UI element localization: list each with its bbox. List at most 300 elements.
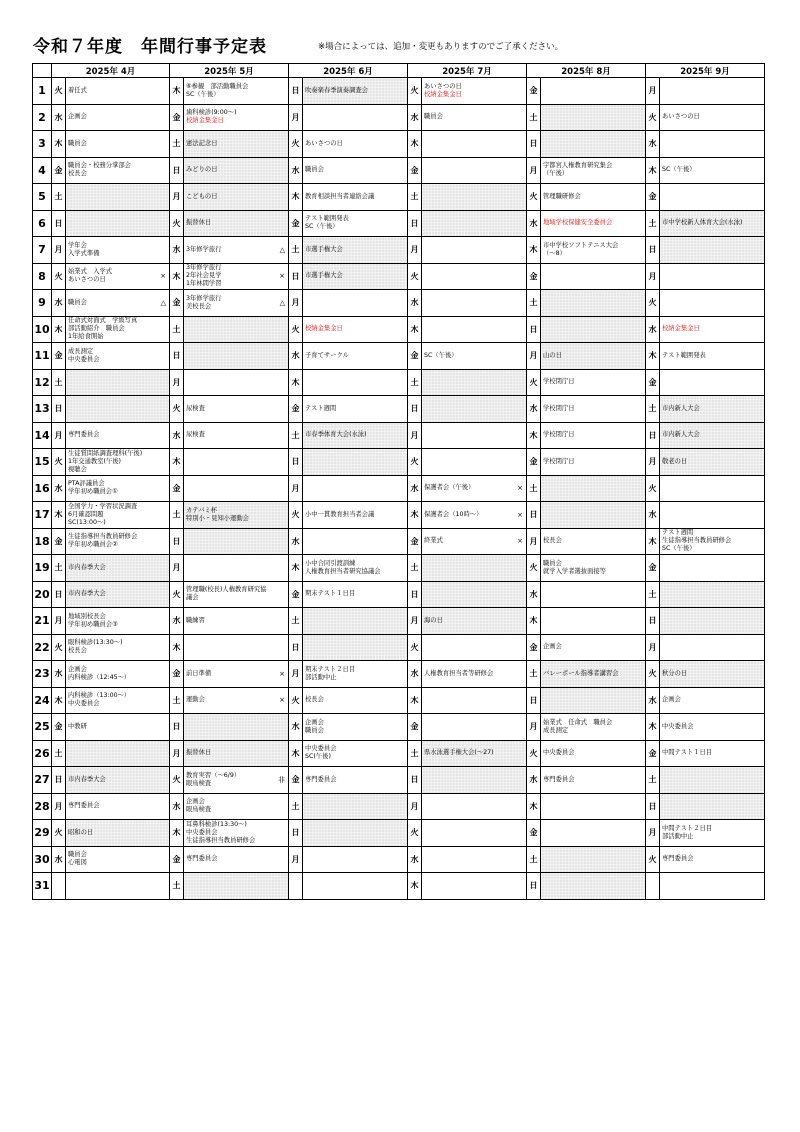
event-cell <box>422 661 527 688</box>
event-text: 学校閉庁日 <box>543 404 575 412</box>
day-number: 2 <box>33 104 52 131</box>
event-cell <box>660 502 765 529</box>
event-text: 人権教育担当者等研修会 <box>424 669 494 677</box>
lunch-mark: × <box>517 484 523 493</box>
event-text: 中央委員会 <box>543 749 575 757</box>
event-cell <box>66 449 170 476</box>
event-cell <box>184 104 289 131</box>
weekday-cell: 金 <box>170 661 184 688</box>
event-cell <box>303 528 408 555</box>
event-text: 前日準備 <box>186 669 212 677</box>
event-cell <box>422 608 527 635</box>
event-cell <box>303 210 408 237</box>
event-cell <box>184 740 289 767</box>
event-cell <box>66 502 170 529</box>
event-cell <box>184 263 289 290</box>
weekday-cell: 火 <box>646 846 660 873</box>
event-cell <box>541 290 646 317</box>
weekday-cell: 金 <box>170 290 184 317</box>
event-cell <box>184 184 289 211</box>
event-cell <box>66 343 170 370</box>
event-text: あいさつの日 <box>424 82 462 90</box>
weekday-cell: 月 <box>408 237 422 264</box>
day-number: 24 <box>33 687 52 714</box>
event-cell <box>303 131 408 158</box>
day-row <box>33 343 765 370</box>
event-cell <box>541 634 646 661</box>
event-cell <box>541 396 646 423</box>
event-cell <box>303 687 408 714</box>
weekday-cell: 木 <box>52 687 66 714</box>
event-cell <box>184 767 289 794</box>
event-text: 生徒質問紙調査理科(午後) <box>68 449 143 457</box>
event-cell <box>541 555 646 582</box>
annual-schedule-table <box>32 63 765 900</box>
event-cell <box>303 422 408 449</box>
event-text: 3年修学旅行 <box>186 294 222 302</box>
event-text: 中央委員会 <box>662 722 694 730</box>
lunch-mark: × <box>517 510 523 519</box>
day-row <box>33 581 765 608</box>
weekday-cell: 金 <box>170 846 184 873</box>
month-header: 2025年 5月 <box>170 64 289 78</box>
lunch-mark: × <box>279 669 285 678</box>
weekday-cell: 月 <box>646 820 660 847</box>
weekday-cell: 月 <box>527 343 541 370</box>
event-cell <box>422 687 527 714</box>
weekday-cell: 火 <box>408 78 422 105</box>
event-cell <box>660 873 765 900</box>
event-cell <box>660 793 765 820</box>
event-text: （～8） <box>543 249 566 257</box>
event-cell <box>422 846 527 873</box>
event-text: 美校長会 <box>186 302 212 310</box>
weekday-cell: 土 <box>289 608 303 635</box>
weekday-cell: 月 <box>289 475 303 502</box>
event-text: 企画会 <box>662 696 681 704</box>
event-text: 成長測定 <box>68 347 94 355</box>
weekday-cell: 日 <box>170 157 184 184</box>
event-cell <box>541 740 646 767</box>
event-text: 学年初め職員会① <box>68 488 118 496</box>
weekday-cell: 木 <box>646 528 660 555</box>
event-cell <box>422 793 527 820</box>
weekday-cell: 火 <box>527 555 541 582</box>
event-cell <box>303 608 408 635</box>
weekday-cell: 日 <box>289 449 303 476</box>
weekday-cell: 水 <box>289 343 303 370</box>
event-text: 中間テスト１日目 <box>662 749 713 757</box>
weekday-cell: 月 <box>646 449 660 476</box>
event-text: 子育てサークル <box>305 351 349 359</box>
event-text: 運動会 <box>186 696 205 704</box>
weekday-cell: 日 <box>408 767 422 794</box>
weekday-cell: 土 <box>408 740 422 767</box>
weekday-cell: 水 <box>170 793 184 820</box>
event-cell <box>422 714 527 741</box>
event-cell <box>422 528 527 555</box>
event-text: 校長会 <box>543 537 562 545</box>
weekday-cell: 火 <box>289 131 303 158</box>
weekday-cell: 火 <box>408 263 422 290</box>
event-cell <box>66 475 170 502</box>
event-cell <box>422 475 527 502</box>
event-cell <box>660 210 765 237</box>
event-cell <box>541 157 646 184</box>
event-cell <box>303 290 408 317</box>
event-text: 中央委員会 <box>68 355 100 363</box>
event-text: 特別小・見知小運動会 <box>186 514 249 522</box>
event-cell <box>541 687 646 714</box>
weekday-cell: 木 <box>170 78 184 105</box>
event-text: みどりの日 <box>186 166 218 174</box>
event-cell <box>184 316 289 343</box>
event-cell <box>303 316 408 343</box>
weekday-cell: 水 <box>52 661 66 688</box>
event-cell <box>303 157 408 184</box>
event-text: 市内新人大会 <box>662 431 700 439</box>
event-text: 学校閉庁日 <box>543 457 575 465</box>
event-cell <box>184 369 289 396</box>
event-text: 3年修学旅行 <box>186 245 222 253</box>
weekday-cell: 木 <box>52 502 66 529</box>
event-text: 1年林間学習 <box>186 280 222 288</box>
event-cell <box>184 687 289 714</box>
day-row <box>33 316 765 343</box>
weekday-cell: 日 <box>527 131 541 158</box>
event-cell <box>660 528 765 555</box>
weekday-cell: 金 <box>289 396 303 423</box>
event-text: 職員会 <box>543 559 562 567</box>
event-cell <box>422 555 527 582</box>
day-row <box>33 767 765 794</box>
weekday-cell: 火 <box>527 369 541 396</box>
weekday-cell: 土 <box>408 369 422 396</box>
event-cell <box>660 475 765 502</box>
event-cell <box>422 290 527 317</box>
event-cell <box>541 873 646 900</box>
weekday-cell: 木 <box>170 820 184 847</box>
weekday-cell: 土 <box>170 687 184 714</box>
event-text: 議会 <box>186 594 199 602</box>
day-number: 31 <box>33 873 52 900</box>
day-row <box>33 793 765 820</box>
lunch-mark: × <box>517 537 523 546</box>
event-cell <box>184 157 289 184</box>
event-text: 秋分の日 <box>662 669 688 677</box>
weekday-cell: 日 <box>646 422 660 449</box>
event-text: 入学式準備 <box>68 249 100 257</box>
event-cell <box>660 449 765 476</box>
weekday-cell: 火 <box>408 449 422 476</box>
event-text: 学校閉庁日 <box>543 378 575 386</box>
weekday-cell: 土 <box>52 740 66 767</box>
weekday-cell: 月 <box>408 793 422 820</box>
day-number: 26 <box>33 740 52 767</box>
event-cell <box>541 184 646 211</box>
weekday-cell: 木 <box>646 343 660 370</box>
event-cell <box>422 581 527 608</box>
weekday-cell: 火 <box>289 316 303 343</box>
day-row <box>33 846 765 873</box>
weekday-cell: 木 <box>170 449 184 476</box>
weekday-cell: 月 <box>52 422 66 449</box>
event-cell <box>66 396 170 423</box>
event-cell <box>541 793 646 820</box>
event-cell <box>422 210 527 237</box>
weekday-cell: 土 <box>527 475 541 502</box>
weekday-cell: 木 <box>289 369 303 396</box>
month-header: 2025年 4月 <box>52 64 170 78</box>
weekday-cell: 日 <box>527 687 541 714</box>
event-text: 尿検査 <box>186 431 205 439</box>
event-cell <box>660 846 765 873</box>
event-cell <box>660 581 765 608</box>
event-text: 保護者会（10時～） <box>424 510 483 518</box>
weekday-cell: 土 <box>527 846 541 873</box>
day-row <box>33 528 765 555</box>
weekday-cell: 土 <box>646 210 660 237</box>
day-number: 7 <box>33 237 52 264</box>
day-number-header <box>33 64 52 78</box>
month-header: 2025年 6月 <box>289 64 408 78</box>
event-text: 中央委員会 <box>186 828 218 836</box>
weekday-cell: 月 <box>527 714 541 741</box>
event-cell <box>541 502 646 529</box>
weekday-cell: 土 <box>289 793 303 820</box>
event-cell <box>422 78 527 105</box>
event-cell <box>303 237 408 264</box>
month-header: 2025年 9月 <box>646 64 765 78</box>
event-text: 着任式 <box>68 86 87 94</box>
event-text: 市中学校ソフトテニス大会 <box>543 241 619 249</box>
weekday-cell: 月 <box>289 290 303 317</box>
weekday-cell: 水 <box>527 210 541 237</box>
event-cell <box>660 290 765 317</box>
weekday-cell: 日 <box>408 581 422 608</box>
day-row <box>33 634 765 661</box>
event-text: 6月確認問題 <box>68 510 104 518</box>
day-number: 9 <box>33 290 52 317</box>
event-text: 学年初め職員会③ <box>68 620 118 628</box>
event-cell <box>303 740 408 767</box>
event-cell <box>184 422 289 449</box>
event-text: 職員会 <box>68 851 87 859</box>
weekday-cell: 金 <box>527 78 541 105</box>
event-cell <box>422 767 527 794</box>
weekday-cell: 土 <box>170 131 184 158</box>
event-text: 振替休日 <box>186 219 212 227</box>
weekday-cell: 日 <box>52 210 66 237</box>
weekday-cell: 火 <box>527 184 541 211</box>
weekday-cell: 火 <box>289 687 303 714</box>
day-number: 4 <box>33 157 52 184</box>
weekday-cell: 木 <box>289 740 303 767</box>
event-text: テスト範囲発表 <box>662 351 706 359</box>
weekday-cell: 月 <box>527 157 541 184</box>
weekday-cell: 水 <box>289 528 303 555</box>
event-text: 生徒指導担当教員研修会 <box>68 533 138 541</box>
weekday-cell: 木 <box>52 131 66 158</box>
weekday-cell: 水 <box>170 237 184 264</box>
event-cell <box>66 528 170 555</box>
weekday-cell: 日 <box>170 528 184 555</box>
event-cell <box>541 820 646 847</box>
weekday-cell: 火 <box>52 820 66 847</box>
weekday-cell: 日 <box>527 316 541 343</box>
event-cell <box>660 343 765 370</box>
event-text: 中教研 <box>68 722 87 730</box>
event-text: 地域別校長会 <box>68 612 106 620</box>
day-number: 14 <box>33 422 52 449</box>
event-text: 3年修学旅行 <box>186 264 222 272</box>
weekday-cell: 金 <box>52 714 66 741</box>
weekday-cell: 月 <box>646 78 660 105</box>
event-text: 成長測定 <box>543 726 569 734</box>
event-text: 職員会 <box>305 166 324 174</box>
event-cell <box>303 714 408 741</box>
weekday-cell: 金 <box>646 740 660 767</box>
event-cell <box>303 449 408 476</box>
weekday-cell: 木 <box>408 687 422 714</box>
event-cell <box>66 316 170 343</box>
event-text: テスト範囲発表 <box>305 215 349 223</box>
day-row <box>33 290 765 317</box>
event-cell <box>66 263 170 290</box>
event-text: 職員会・校務分掌部会 <box>68 162 131 170</box>
event-text: 企画会 <box>68 665 87 673</box>
day-row <box>33 157 765 184</box>
event-text: 学年会 <box>68 241 87 249</box>
day-number: 3 <box>33 131 52 158</box>
weekday-cell: 水 <box>646 687 660 714</box>
day-number: 23 <box>33 661 52 688</box>
weekday-cell: 水 <box>527 396 541 423</box>
event-cell <box>184 237 289 264</box>
event-cell <box>422 157 527 184</box>
event-cell <box>303 396 408 423</box>
weekday-cell: 土 <box>170 316 184 343</box>
day-number: 10 <box>33 316 52 343</box>
event-cell <box>422 131 527 158</box>
day-number: 16 <box>33 475 52 502</box>
event-text: 尿検査 <box>186 404 205 412</box>
event-cell <box>66 131 170 158</box>
event-text: 校納金集金日 <box>662 325 700 333</box>
event-cell <box>541 131 646 158</box>
event-text: 専門委員会 <box>662 855 694 863</box>
day-row <box>33 422 765 449</box>
event-text: 部活動紹介 職員会 <box>68 325 125 333</box>
day-row <box>33 555 765 582</box>
lunch-mark: × <box>160 272 166 281</box>
event-text: 憲法記念日 <box>186 139 218 147</box>
event-cell <box>184 793 289 820</box>
day-row <box>33 714 765 741</box>
event-cell <box>184 873 289 900</box>
day-row <box>33 820 765 847</box>
weekday-cell: 日 <box>289 263 303 290</box>
event-cell <box>66 581 170 608</box>
weekday-cell: 水 <box>408 290 422 317</box>
weekday-cell: 木 <box>527 608 541 635</box>
weekday-cell: 日 <box>527 873 541 900</box>
weekday-cell: 木 <box>527 237 541 264</box>
weekday-cell: 水 <box>646 131 660 158</box>
event-cell <box>184 343 289 370</box>
weekday-cell: 水 <box>646 316 660 343</box>
weekday-cell: 月 <box>289 846 303 873</box>
event-text: 振替休日 <box>186 749 212 757</box>
event-text: SC（午後） <box>662 166 696 174</box>
event-cell <box>541 475 646 502</box>
event-text: 市選手権大会 <box>305 245 343 253</box>
weekday-cell: 日 <box>52 396 66 423</box>
weekday-cell: 水 <box>408 661 422 688</box>
event-text: 校納金集金日 <box>424 90 462 98</box>
event-text: 職員会 <box>424 113 443 121</box>
weekday-cell: 水 <box>408 475 422 502</box>
event-cell <box>66 555 170 582</box>
event-cell <box>422 396 527 423</box>
weekday-cell: 金 <box>289 581 303 608</box>
event-cell <box>66 608 170 635</box>
day-row <box>33 396 765 423</box>
weekday-cell: 水 <box>408 104 422 131</box>
event-cell <box>66 687 170 714</box>
day-number: 12 <box>33 369 52 396</box>
day-row <box>33 131 765 158</box>
event-text: 企画会 <box>186 798 205 806</box>
weekday-cell: 金 <box>646 555 660 582</box>
lunch-mark: × <box>279 272 285 281</box>
event-text: 海の日 <box>424 616 443 624</box>
weekday-cell: 月 <box>170 740 184 767</box>
event-text: SC(午後) <box>305 753 331 761</box>
event-text: 職員会 <box>68 139 87 147</box>
weekday-cell: 木 <box>408 131 422 158</box>
event-cell <box>541 316 646 343</box>
event-cell <box>660 78 765 105</box>
lunch-mark: △ <box>160 298 166 307</box>
weekday-cell: 水 <box>408 846 422 873</box>
event-text: 企画会 <box>305 718 324 726</box>
day-row <box>33 873 765 900</box>
event-cell <box>303 581 408 608</box>
event-cell <box>303 475 408 502</box>
event-cell <box>66 714 170 741</box>
event-cell <box>422 634 527 661</box>
event-text: （午後） <box>543 170 569 178</box>
weekday-cell: 日 <box>289 634 303 661</box>
weekday-cell: 水 <box>170 422 184 449</box>
event-cell <box>184 449 289 476</box>
event-text: 市春季体育大会(水泳) <box>305 431 367 439</box>
day-number: 5 <box>33 184 52 211</box>
day-row <box>33 475 765 502</box>
event-cell <box>422 237 527 264</box>
event-text: 中央委員会 <box>305 745 337 753</box>
weekday-cell: 水 <box>52 104 66 131</box>
day-row <box>33 369 765 396</box>
weekday-cell: 水 <box>52 475 66 502</box>
page-title: 令和７年度 年間行事予定表 <box>33 37 267 57</box>
event-text: 企画会 <box>68 113 87 121</box>
lunch-mark: △ <box>279 298 285 307</box>
weekday-cell: 金 <box>408 528 422 555</box>
event-text: SC（午後） <box>305 223 339 231</box>
weekday-cell: 火 <box>52 449 66 476</box>
